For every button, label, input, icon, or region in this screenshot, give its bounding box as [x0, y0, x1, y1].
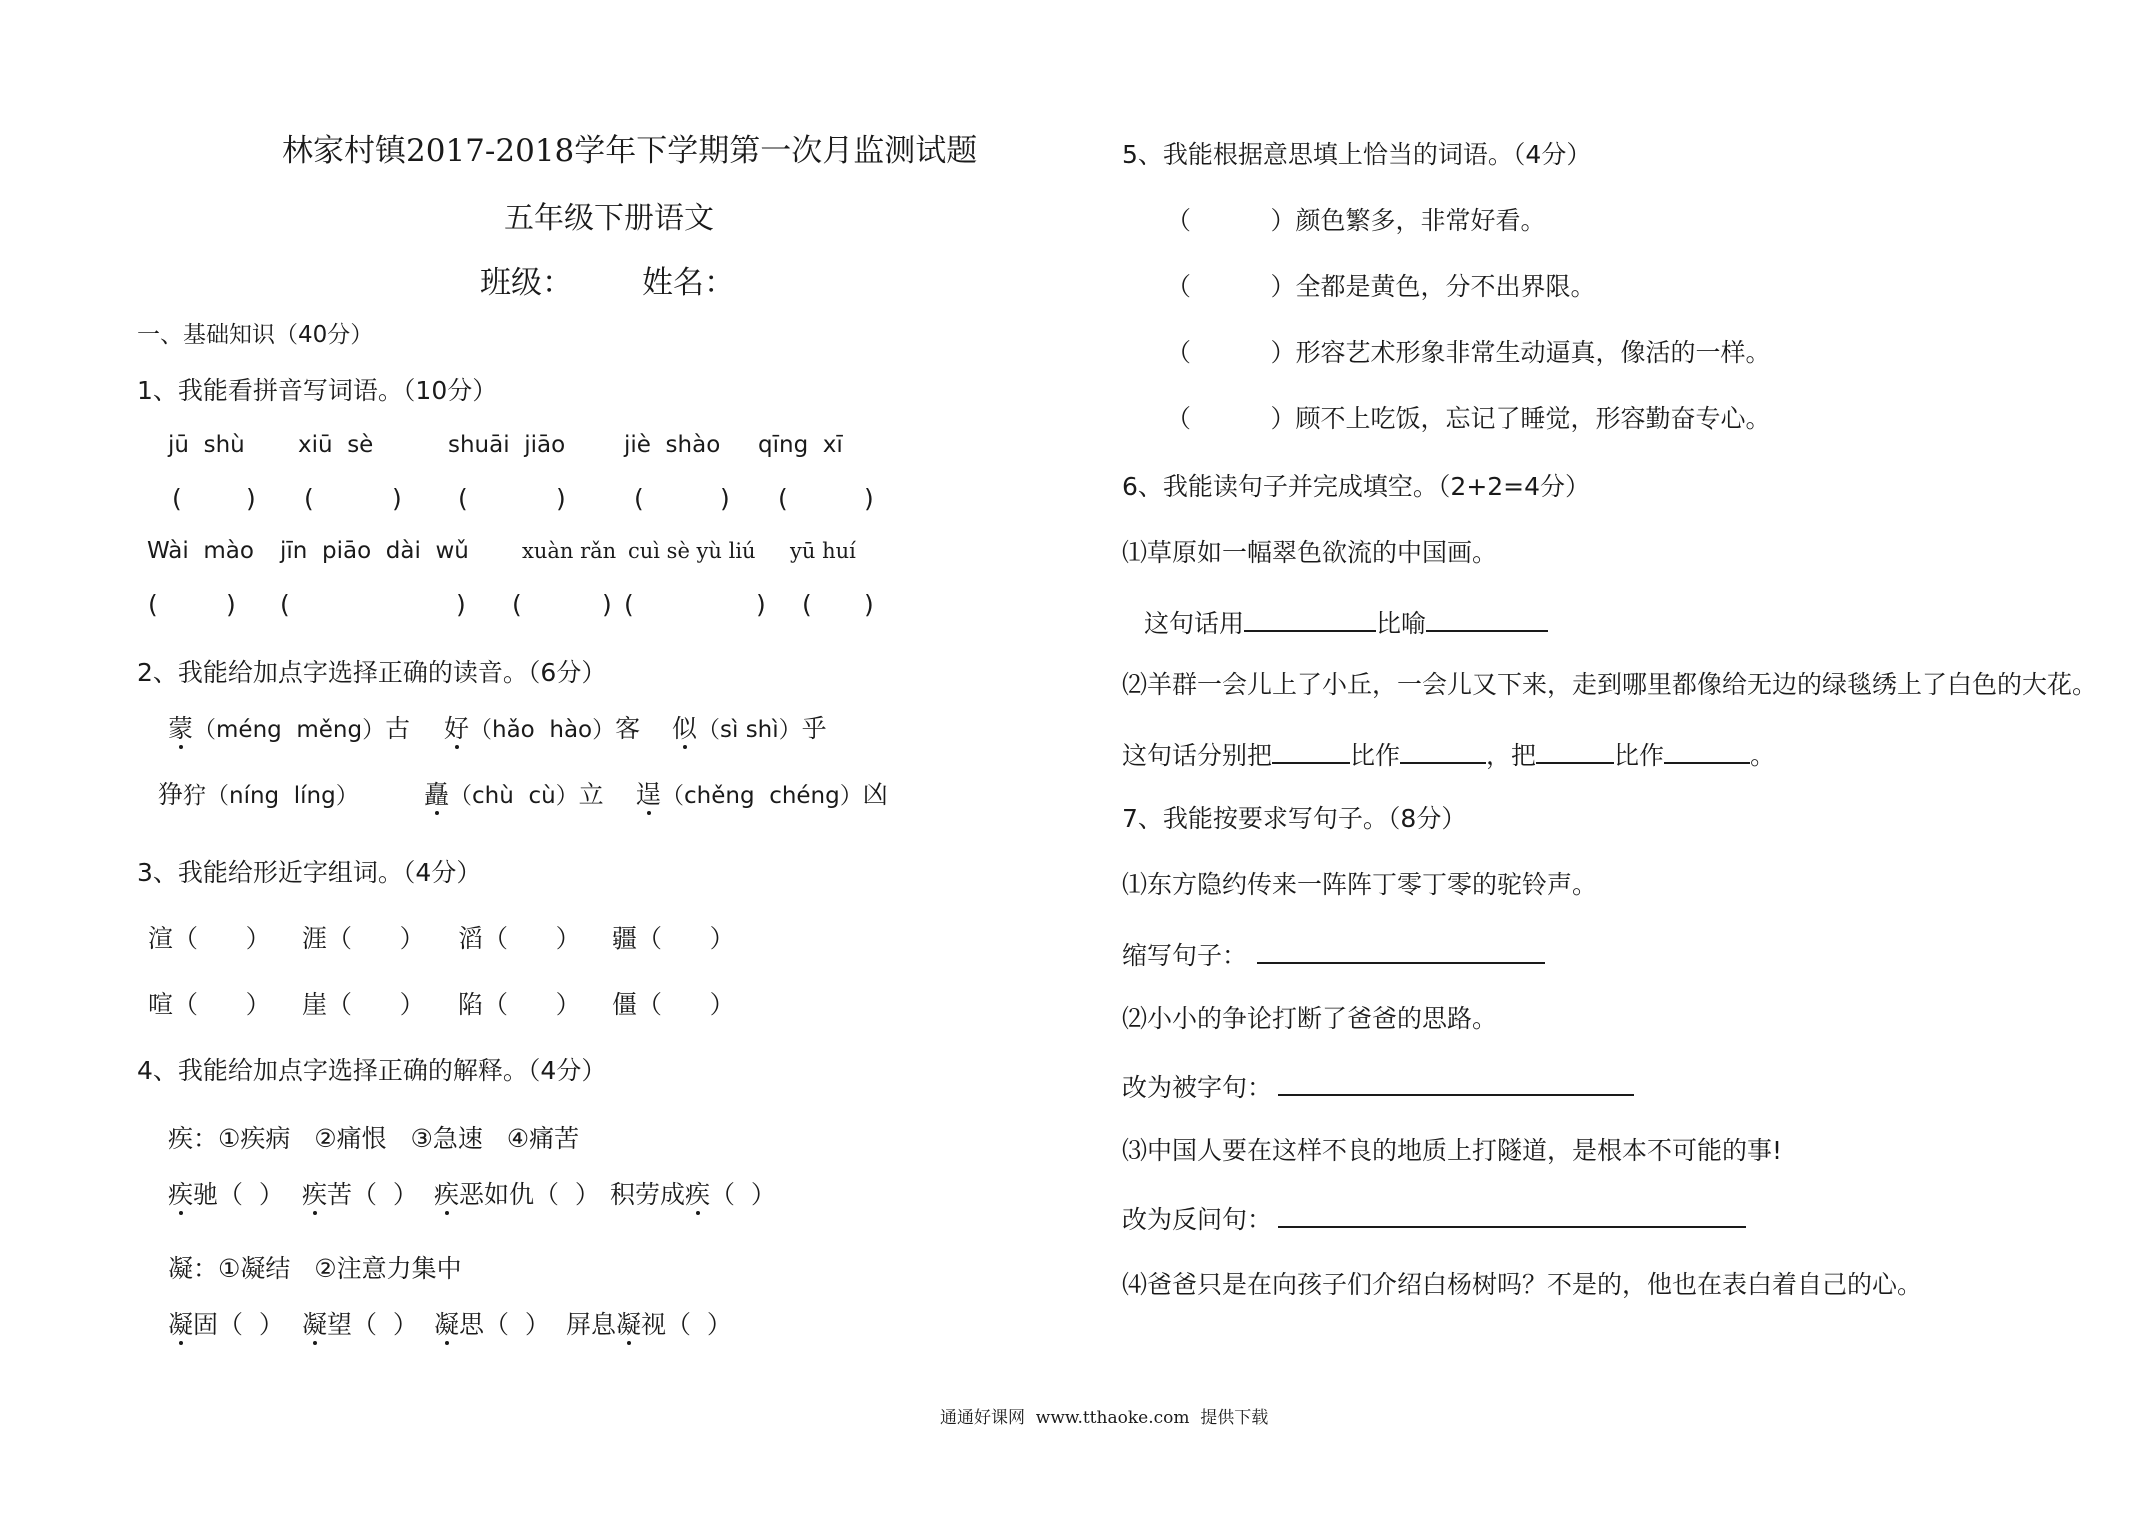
paren: ) [556, 484, 566, 513]
q7-task-1: 缩写句子： [1122, 940, 1545, 968]
q7-sentence-1: ⑴东方隐约传来一阵阵丁零丁零的驼铃声。 [1122, 870, 1598, 899]
paren: ( [624, 590, 634, 619]
q2-heading: 2、我能给加点字选择正确的读音。（6分） [137, 658, 607, 687]
paren: ) [456, 590, 466, 619]
pinyin-item: Wài mào [147, 538, 254, 564]
q4-item: 屏息凝视（ ） [566, 1310, 732, 1339]
paren: ) [756, 590, 766, 619]
dotted-char: 矗 [424, 780, 450, 809]
q2-item: 逞（chěng chéng）凶 [636, 780, 888, 809]
q2-item: 矗（chù cù）立 [424, 780, 604, 809]
q6-fill-2: 这句话分别把 比作 ，把 比作 。 [1122, 741, 1776, 770]
blank-line[interactable] [1400, 740, 1486, 764]
dotted-char: 疾 [302, 1180, 328, 1209]
paren: ) [226, 590, 236, 619]
dotted-char: 逞 [636, 780, 662, 809]
q6-sentence-1: ⑴草原如一幅翠色欲流的中国画。 [1122, 538, 1498, 567]
footer-source: 通通好课网 www.tthaoke.com 提供下载 [940, 1408, 1269, 1428]
paren: ( [778, 484, 788, 513]
dotted-char: 凝 [168, 1310, 194, 1339]
paren: ) [864, 590, 874, 619]
blank-line[interactable] [1426, 608, 1548, 632]
pinyin-item: jīn piāo dài wǔ [280, 538, 469, 564]
q4-item: 凝望（ ） [302, 1310, 418, 1339]
paren: ( [280, 590, 290, 619]
class-label: 班级： [480, 265, 573, 301]
q4-item: 凝思（ ） [434, 1310, 550, 1339]
q4-item: 疾驰（ ） [168, 1180, 284, 1209]
q5-item: （ ）形容艺术形象非常生动逼真，像活的一样。 [1166, 338, 1771, 367]
q4-item: 积劳成疾（ ） [610, 1180, 776, 1209]
dotted-char: 凝 [302, 1310, 328, 1339]
paren: ) [864, 484, 874, 513]
q7-sentence-2: ⑵小小的争论打断了爸爸的思路。 [1122, 1004, 1498, 1033]
exam-title: 林家村镇2017-2018学年下学期第一次月监测试题 [282, 133, 978, 169]
pinyin-item: qīng xī [758, 432, 843, 458]
paren: ( [512, 590, 522, 619]
q4-item: 凝固（ ） [168, 1310, 284, 1339]
pinyin-item: xuàn rǎn [522, 539, 617, 563]
blank-line[interactable] [1272, 740, 1350, 764]
dotted-char: 好 [444, 714, 470, 743]
q5-heading: 5、我能根据意思填上恰当的词语。（4分） [1122, 140, 1592, 169]
q1-heading: 1、我能看拼音写词语。（10分） [137, 376, 498, 405]
q5-item: （ ）颜色繁多，非常好看。 [1166, 206, 1546, 235]
blank-line[interactable] [1244, 608, 1376, 632]
q6-fill-1: 这句话用 比喻 [1144, 608, 1548, 636]
dotted-char: 疾 [168, 1180, 194, 1209]
paren: ( [148, 590, 158, 619]
q4-heading: 4、我能给加点字选择正确的解释。（4分） [137, 1056, 607, 1085]
paren: ( [802, 590, 812, 619]
q3-item: 陷（ ） [458, 990, 581, 1019]
pinyin-item: shuāi jiāo [448, 432, 566, 458]
q3-item: 渲（ ） [148, 924, 271, 953]
answer-line[interactable] [1278, 1072, 1634, 1096]
q2-item: 狰狞（níng líng） [158, 780, 359, 809]
q3-item: 崖（ ） [302, 990, 425, 1019]
section-basic-knowledge: 一、基础知识（40分） [137, 322, 374, 348]
q7-task-3: 改为反问句： [1122, 1204, 1746, 1232]
q3-item: 僵（ ） [612, 990, 735, 1019]
q3-item: 滔（ ） [458, 924, 581, 953]
paren: ( [172, 484, 182, 513]
pinyin-item: jū shù [168, 432, 245, 458]
paren: ( [458, 484, 468, 513]
q2-item: 似（sì shì）乎 [672, 714, 827, 743]
q2-item: 好（hǎo hào）客 [444, 714, 641, 743]
q2-item: 蒙（méng měng）古 [168, 714, 411, 743]
exam-subtitle: 五年级下册语文 [504, 201, 714, 236]
q7-heading: 7、我能按要求写句子。（8分） [1122, 804, 1467, 833]
q3-item: 喧（ ） [148, 990, 271, 1019]
name-label: 姓名： [642, 265, 735, 301]
q4-ji-definitions: 疾：①疾病 ②痛恨 ③急速 ④痛苦 [168, 1124, 580, 1153]
dotted-char: 疾 [685, 1180, 711, 1209]
q7-sentence-4: ⑷爸爸只是在向孩子们介绍白杨树吗？不是的，他也在表白着自己的心。 [1122, 1270, 1923, 1299]
q7-sentence-3: ⑶中国人要在这样不良的地质上打隧道，是根本不可能的事! [1122, 1136, 1783, 1165]
dotted-char: 凝 [434, 1310, 460, 1339]
q4-item: 疾苦（ ） [302, 1180, 418, 1209]
dotted-char: 疾 [434, 1180, 460, 1209]
answer-line[interactable] [1257, 940, 1545, 964]
q6-sentence-2: ⑵羊群一会儿上了小丘，一会儿又下来，走到哪里都像给无边的绿毯绣上了白色的大花。 [1122, 670, 2098, 699]
dotted-char: 似 [672, 714, 698, 743]
paren: ) [720, 484, 730, 513]
q3-item: 涯（ ） [302, 924, 425, 953]
paren: ( [634, 484, 644, 513]
dotted-char: 蒙 [168, 714, 194, 743]
paren: ( [304, 484, 314, 513]
dotted-char: 凝 [616, 1310, 642, 1339]
pinyin-item: cuì sè yù liú [628, 539, 756, 563]
paren: ) [392, 484, 402, 513]
pinyin-item: yū huí [790, 539, 856, 563]
q3-item: 疆（ ） [612, 924, 735, 953]
q5-item: （ ）全都是黄色，分不出界限。 [1166, 272, 1596, 301]
pinyin-item: jiè shào [624, 432, 721, 458]
paren: ) [246, 484, 256, 513]
blank-line[interactable] [1536, 740, 1614, 764]
q4-ning-definitions: 凝：①凝结 ②注意力集中 [168, 1254, 462, 1283]
pinyin-item: xiū sè [298, 432, 374, 458]
paren: ) [602, 590, 612, 619]
q5-item: （ ）顾不上吃饭，忘记了睡觉，形容勤奋专心。 [1166, 404, 1771, 433]
q7-task-2: 改为被字句： [1122, 1072, 1634, 1100]
q6-heading: 6、我能读句子并完成填空。（2+2=4分） [1122, 472, 1591, 501]
blank-line[interactable] [1664, 740, 1750, 764]
answer-line[interactable] [1278, 1204, 1746, 1228]
q4-item: 疾恶如仇（ ） [434, 1180, 600, 1209]
q3-heading: 3、我能给形近字组词。（4分） [137, 858, 482, 887]
